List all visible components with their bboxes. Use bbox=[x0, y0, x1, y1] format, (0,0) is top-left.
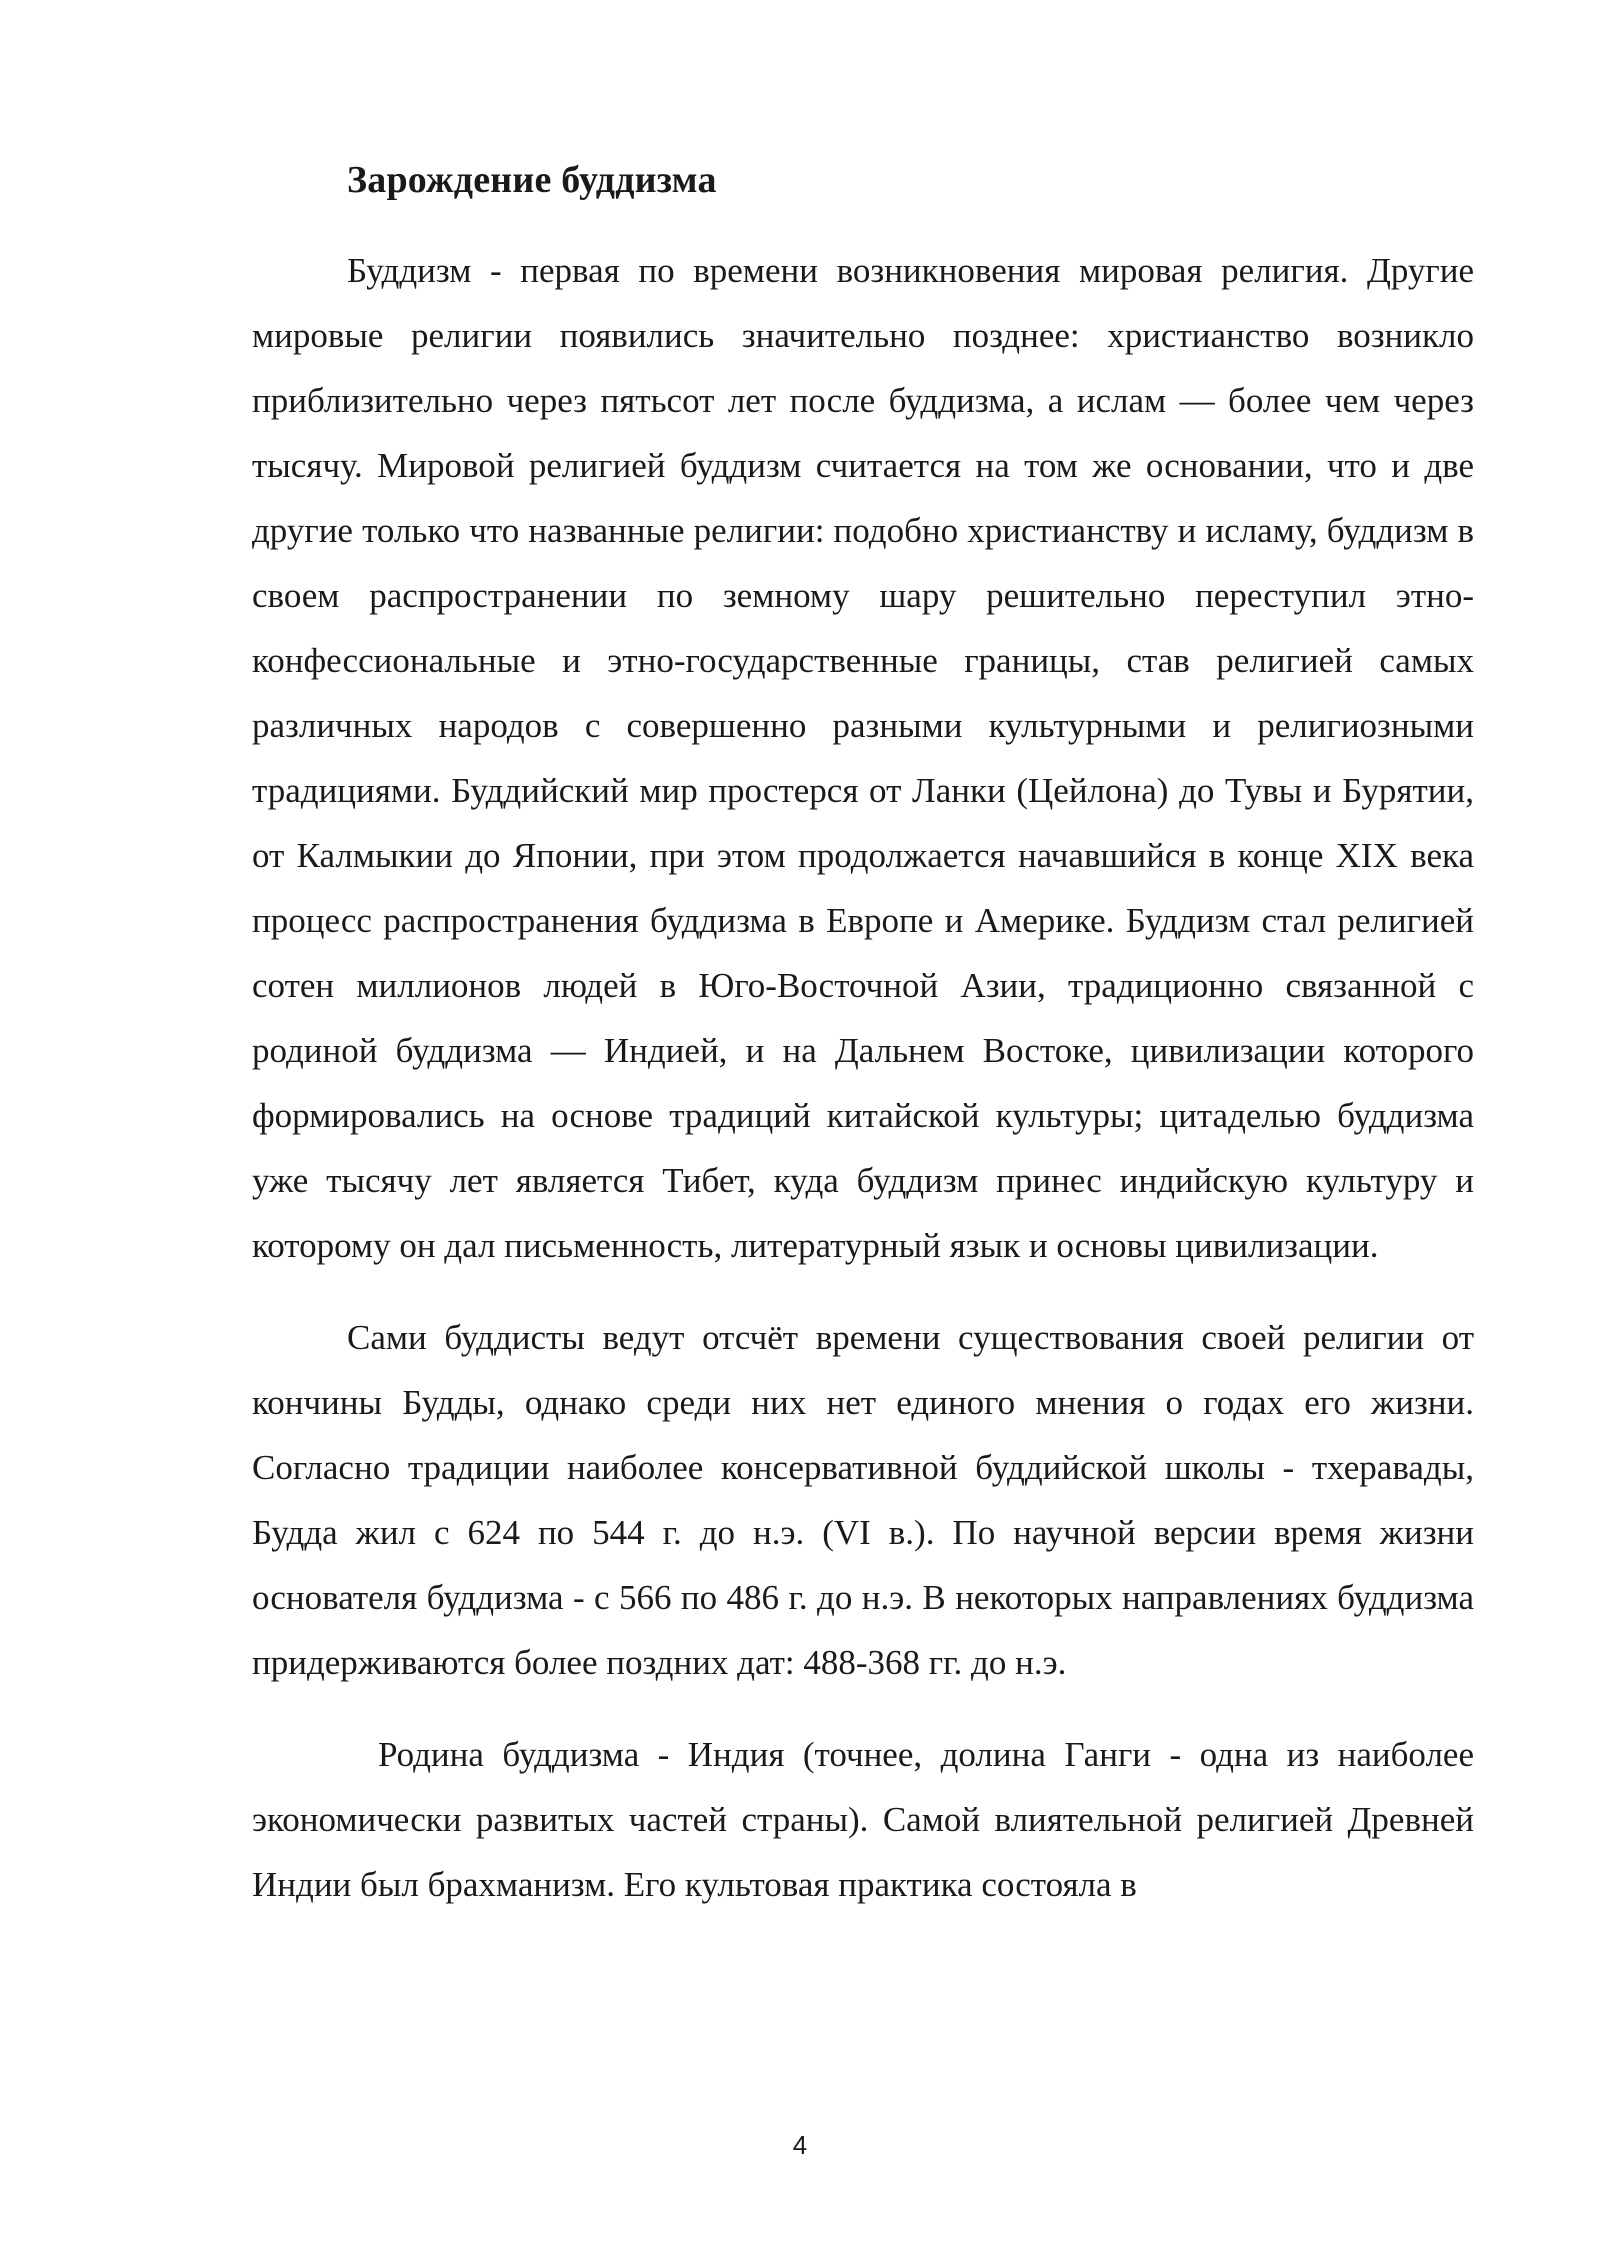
paragraph-1: Буддизм - первая по времени возникновения мировая религия. Другие мировые религии появились значительно позднее: христианство возникло приблизительно через пятьсот лет после буддизма, а ислам — более чем через тысячу. Мировой религией буддизм считается на том же основании, что и две другие только что названные религии: подобно христианству и исламу, буддизм в своем распространении по земному шару решительно переступил этно-конфессиональные и этно-государственные границы, став религией самых различных народов с совершенно разными культурными и религиозными традициями. Буддийский мир простерся от Ланки (Цейлона) до Тувы и Бурятии, от Калмыкии до Японии, при этом продолжается начавшийся в конце XIX века процесс распространения буддизма в Европе и Америке. Буддизм стал религией сотен миллионов людей в Юго-Восточной Азии, традиционно связанной с родиной буддизма — Индией, и на Дальнем Востоке, цивилизации которого формировались на основе традиций китайской культуры; цитаделью буддизма уже тысячу лет является Тибет, куда буддизм принес индийскую культуру и которому он дал письменность, литературный язык и основы цивилизации. bbox=[252, 251, 1474, 1265]
paragraph-2: Сами буддисты ведут отсчёт времени существования своей религии от кончины Будды, однако среди них нет единого мнения о годах его жизни. Согласно традиции наиболее консервативной буддийской школы - тхеравады, Будда жил с 624 по 544 г. до н.э. (VI в.). По научной версии время жизни основателя буддизма - с 566 по 486 г. до н.э. В некоторых направлениях буддизма придерживаются более поздних дат: 488-368 гг. до н.э. bbox=[252, 1318, 1474, 1682]
section-heading: Зарождение буддизма bbox=[347, 159, 717, 201]
page-content bbox=[252, 140, 1474, 1944]
page-number: 4 bbox=[792, 2130, 808, 2160]
paragraph-3: Родина буддизма - Индия (точнее, долина Ганги - одна из наиболее экономически развитых частей страны). Самой влиятельной религией Древней Индии был брахманизм. Его культовая практика состояла в bbox=[252, 1735, 1474, 1904]
